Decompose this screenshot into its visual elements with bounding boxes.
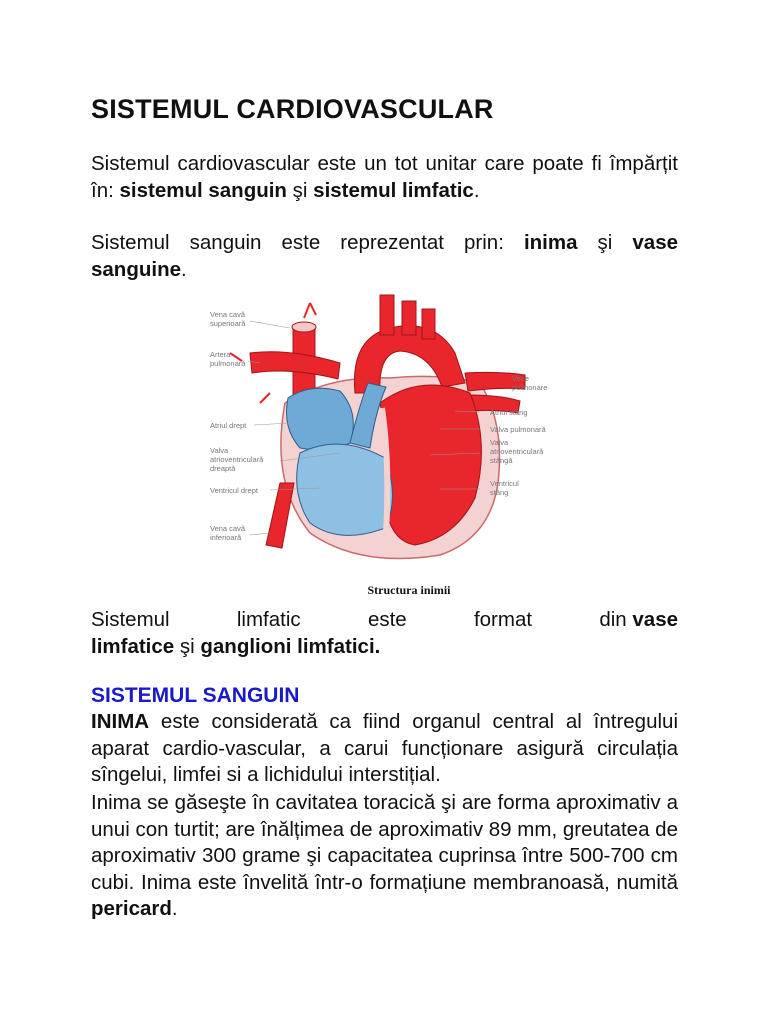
section-heading: SISTEMUL SANGUIN	[91, 684, 300, 707]
label-artera-pulm-2: pulmonară	[210, 359, 246, 368]
term-vase-sanguine: vase sanguine	[91, 231, 678, 281]
term-vase: vase	[632, 608, 678, 631]
label-ventricul-drept: Ventricul drept	[210, 486, 258, 495]
term-limfatice: limfatice	[91, 635, 175, 658]
right-ventricle	[297, 444, 393, 535]
label-valva-dr-3: dreaptă	[210, 464, 236, 473]
label-valva-dr-2: atrioventriculară	[210, 455, 264, 464]
vena-cava-inferior	[266, 483, 294, 548]
label-artera-pulm-1: Artera	[210, 350, 231, 359]
right-atrium	[287, 388, 354, 449]
term-ganglioni: ganglioni limfatici.	[200, 635, 381, 658]
figure-caption: Structura inimii	[367, 583, 451, 597]
inima-paragraph: INIMA este considerată ca fiind organul central al întregului aparat cardio-vascular, a carui funcționare asigură circulația sîngelui, limfei si a lichidului interstițial.	[91, 710, 678, 786]
label-valva-dr-1: Valva	[210, 446, 229, 455]
label-atriu-drept: Atriul drept	[210, 421, 247, 430]
heart-diagram	[190, 283, 570, 573]
label-atriu-stang: Atriul stâng	[490, 408, 528, 417]
label-valva-st-1: Valva	[490, 438, 509, 447]
label-vena-cava-inf-2: inferioară	[210, 533, 242, 542]
term-sistemul-sanguin: sistemul sanguin	[119, 179, 287, 202]
inima-details-paragraph: Inima se găseşte în cavitatea toracică şi are forma aproximativ a unui con turtit; are înălțimea de aproximativ 89 mm, greutatea de aproximativ 300 grame şi capacitatea cuprinsa între 500-700 cm cubi. Inima este învelită într-o formațiune membranoasă, numită pericard.	[91, 791, 678, 920]
label-ventricul-stang-2: stâng	[490, 488, 509, 497]
label-vene-pulm-1: Vene	[512, 374, 530, 383]
label-vena-cava-sup-1: Vena cavă	[210, 310, 246, 319]
label-vena-cava-sup-2: superioară	[210, 319, 246, 328]
label-valva-st-3: stângă	[490, 456, 513, 465]
sanguin-paragraph: Sistemul sanguin este reprezentat prin: inima şi vase sanguine.	[91, 231, 678, 281]
term-pericard: pericard	[91, 897, 172, 920]
term-inima-heading: INIMA	[91, 710, 150, 733]
label-valva-pulm: Valva pulmonară	[490, 425, 546, 434]
term-inima: inima	[523, 231, 578, 254]
term-sistemul-limfatic: sistemul limfatic	[313, 179, 474, 202]
limfatic-paragraph: Sistemul limfatic este format din vase limfatice şi ganglioni limfatici.	[91, 608, 678, 658]
page-title: SISTEMUL CARDIOVASCULAR	[91, 94, 494, 124]
intro-paragraph: Sistemul cardiovascular este un tot unitar care poate fi împărțit în: sistemul sanguin şi sistemul limfatic.	[91, 152, 678, 202]
label-vene-pulm-2: pulmonare	[512, 383, 548, 392]
label-valva-st-2: atrioventriculară	[490, 447, 544, 456]
label-ventricul-stang-1: Ventricul	[490, 479, 519, 488]
label-vena-cava-inf-1: Vena cavă	[210, 524, 246, 533]
